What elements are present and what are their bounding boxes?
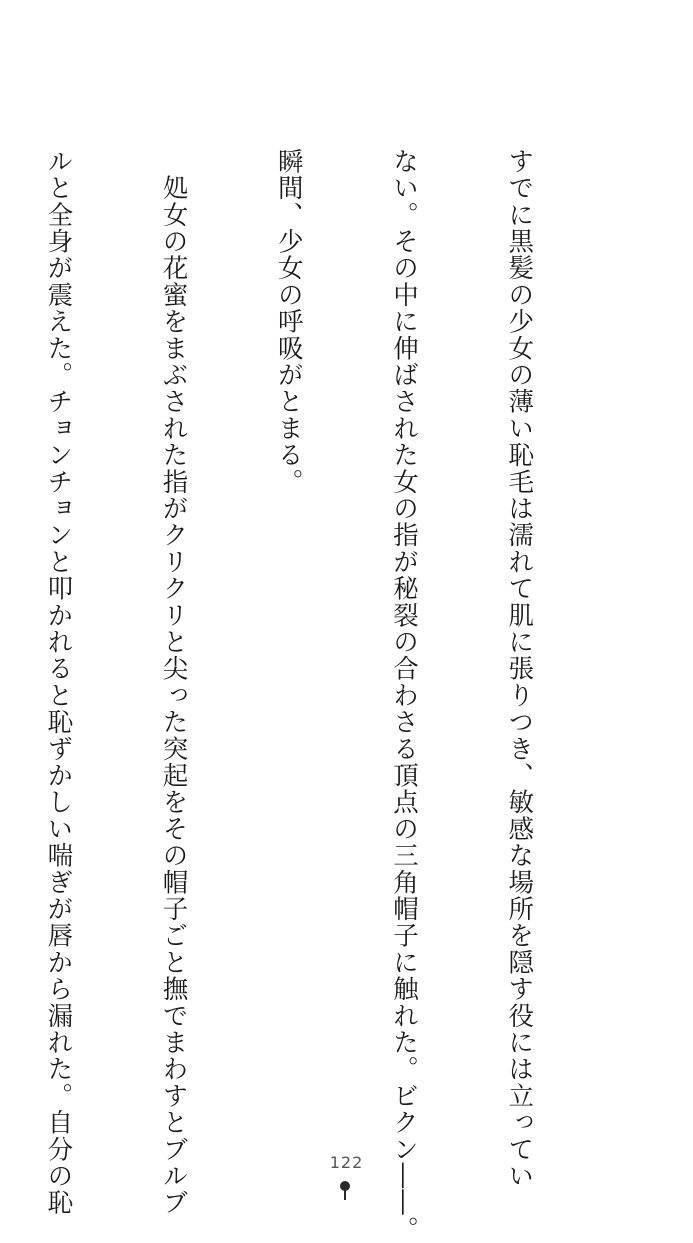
page-marker-stem-icon: [344, 1189, 346, 1200]
text-line: ない。その中に伸ばされた女の指が秘裂の合わさる頂点の三角帽子に触れた。ビクン――。: [388, 148, 419, 1243]
text-line: すでに黒髪の少女の薄い恥毛は濡れて肌に張りつき、敏感な場所を隠す役には立ってい: [504, 148, 535, 1190]
text-line: 処女の花蜜をまぶされた指がクリクリと尖った突起をその帽子ごと撫でまわすとブルブ: [158, 148, 189, 1216]
text-line: 瞬間、少女の呼吸がとまる。: [273, 148, 304, 496]
page-number: 122: [329, 1153, 364, 1172]
text-line: ルと全身が震えた。チョンチョンと叩かれると恥ずかしい喘ぎが唇から漏れた。自分の恥: [43, 148, 74, 1216]
